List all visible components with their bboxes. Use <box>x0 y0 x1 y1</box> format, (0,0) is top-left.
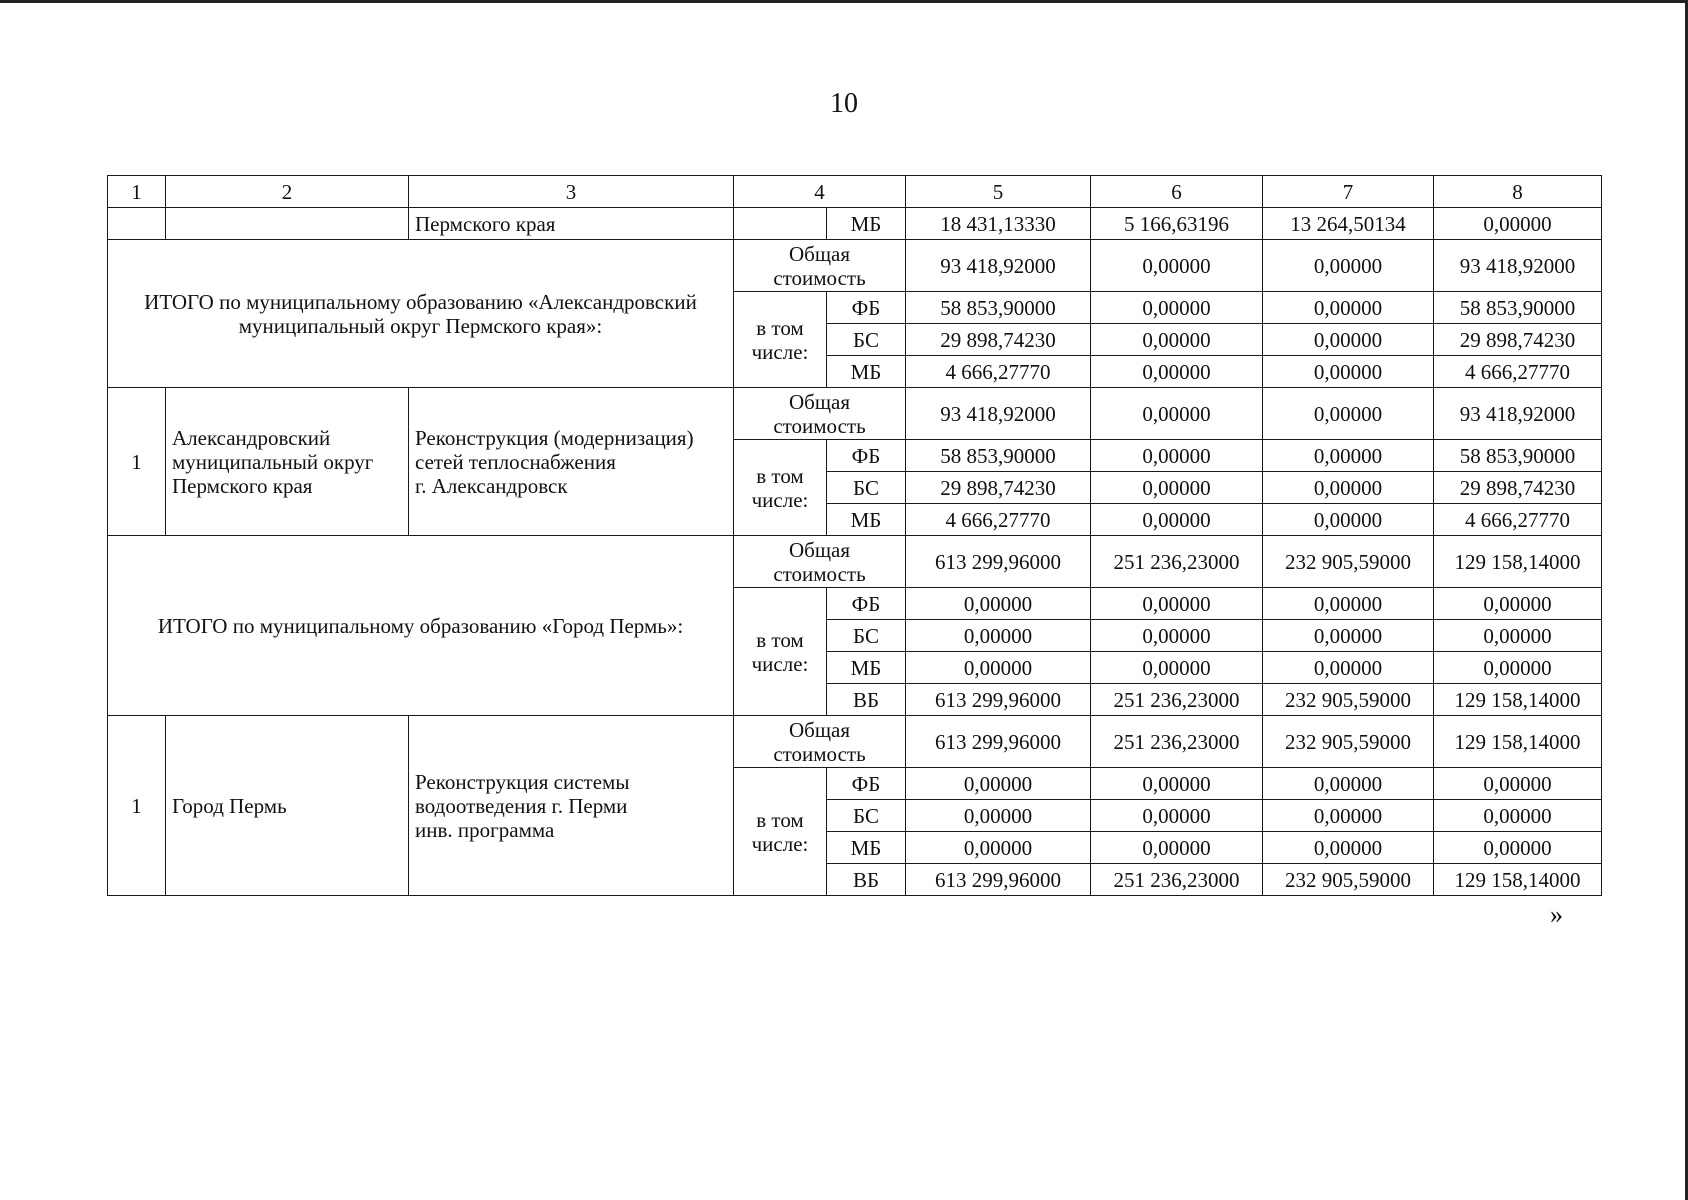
value-cell: 0,00000 <box>906 800 1091 832</box>
value-cell: 58 853,90000 <box>1434 292 1602 324</box>
value-cell: 0,00000 <box>906 832 1091 864</box>
value-cell: 129 158,14000 <box>1434 684 1602 716</box>
value-cell: 0,00000 <box>1434 768 1602 800</box>
funding-source: ФБ <box>827 440 906 472</box>
header-cell: 7 <box>1263 176 1434 208</box>
total-cost-label: Общая стоимость <box>734 716 906 768</box>
value-cell: 0,00000 <box>1091 832 1263 864</box>
value-cell: 0,00000 <box>1091 292 1263 324</box>
value-cell: 0,00000 <box>1263 832 1434 864</box>
header-cell: 2 <box>166 176 409 208</box>
value-cell: 93 418,92000 <box>906 388 1091 440</box>
value-cell: 0,00000 <box>906 588 1091 620</box>
value-cell: 232 905,59000 <box>1263 536 1434 588</box>
value-cell: 5 166,63196 <box>1091 208 1263 240</box>
value-cell: 58 853,90000 <box>906 440 1091 472</box>
object-name: Реконструкция системы водоотведения г. Перми инв. программа <box>409 716 734 896</box>
value-cell: 0,00000 <box>1263 292 1434 324</box>
funding-source: ФБ <box>827 292 906 324</box>
value-cell: 0,00000 <box>1091 620 1263 652</box>
row-number: 1 <box>108 716 166 896</box>
value-cell: 251 236,23000 <box>1091 684 1263 716</box>
value-cell: 0,00000 <box>1434 620 1602 652</box>
funding-source: МБ <box>827 832 906 864</box>
value-cell: 29 898,74230 <box>1434 472 1602 504</box>
value-cell: 0,00000 <box>906 620 1091 652</box>
value-cell: 0,00000 <box>1091 388 1263 440</box>
value-cell: 93 418,92000 <box>906 240 1091 292</box>
value-cell: 0,00000 <box>906 768 1091 800</box>
value-cell: 0,00000 <box>1091 768 1263 800</box>
header-cell: 6 <box>1091 176 1263 208</box>
total-row <box>108 240 1602 292</box>
continuation-row <box>108 208 1602 240</box>
value-cell: 0,00000 <box>1263 620 1434 652</box>
page-number: 10 <box>830 88 858 119</box>
table-header-row <box>108 176 1602 208</box>
value-cell: 93 418,92000 <box>1434 240 1602 292</box>
object-name: Реконструкция (модернизация) сетей теплоснабжения г. Александровск <box>409 388 734 536</box>
value-cell: 58 853,90000 <box>906 292 1091 324</box>
value-cell: 613 299,96000 <box>906 684 1091 716</box>
value-cell: 0,00000 <box>1434 208 1602 240</box>
row-number: 1 <box>108 388 166 536</box>
including-label: в том числе: <box>734 440 827 536</box>
value-cell: 0,00000 <box>1091 324 1263 356</box>
value-cell: 0,00000 <box>1263 588 1434 620</box>
value-cell: 251 236,23000 <box>1091 536 1263 588</box>
value-cell: 29 898,74230 <box>906 472 1091 504</box>
header-cell: 3 <box>409 176 734 208</box>
empty-cell <box>108 208 166 240</box>
funding-source: БС <box>827 324 906 356</box>
funding-source: ФБ <box>827 768 906 800</box>
header-cell: 1 <box>108 176 166 208</box>
value-cell: 13 264,50134 <box>1263 208 1434 240</box>
municipality-name: Город Пермь <box>166 716 409 896</box>
value-cell: 129 158,14000 <box>1434 864 1602 896</box>
value-cell: 0,00000 <box>1434 588 1602 620</box>
object-name-continuation: Пермского края <box>409 208 734 240</box>
municipality-name: Александровский муниципальный округ Пермского края <box>166 388 409 536</box>
item-row <box>108 716 1602 768</box>
value-cell: 251 236,23000 <box>1091 716 1263 768</box>
value-cell: 251 236,23000 <box>1091 864 1263 896</box>
value-cell: 0,00000 <box>1263 800 1434 832</box>
value-cell: 0,00000 <box>1263 324 1434 356</box>
total-cost-label: Общая стоимость <box>734 536 906 588</box>
funding-source: МБ <box>827 652 906 684</box>
value-cell: 0,00000 <box>1434 832 1602 864</box>
value-cell: 0,00000 <box>1091 504 1263 536</box>
including-label: в том числе: <box>734 292 827 388</box>
page-edge-top <box>0 0 1688 3</box>
total-row <box>108 536 1602 588</box>
funding-source: МБ <box>827 504 906 536</box>
value-cell: 0,00000 <box>1091 472 1263 504</box>
value-cell: 29 898,74230 <box>906 324 1091 356</box>
closing-quote: » <box>1550 900 1563 929</box>
funding-source: МБ <box>827 208 906 240</box>
empty-cell <box>734 208 827 240</box>
budget-table-body <box>108 176 1602 896</box>
funding-source: ФБ <box>827 588 906 620</box>
value-cell: 29 898,74230 <box>1434 324 1602 356</box>
value-cell: 93 418,92000 <box>1434 388 1602 440</box>
value-cell: 0,00000 <box>906 652 1091 684</box>
funding-source: ВБ <box>827 864 906 896</box>
value-cell: 0,00000 <box>1263 504 1434 536</box>
empty-cell <box>166 208 409 240</box>
value-cell: 0,00000 <box>1263 652 1434 684</box>
value-cell: 58 853,90000 <box>1434 440 1602 472</box>
value-cell: 613 299,96000 <box>906 536 1091 588</box>
budget-table <box>107 175 1602 896</box>
value-cell: 129 158,14000 <box>1434 536 1602 588</box>
value-cell: 18 431,13330 <box>906 208 1091 240</box>
value-cell: 0,00000 <box>1434 652 1602 684</box>
value-cell: 0,00000 <box>1091 356 1263 388</box>
header-cell: 5 <box>906 176 1091 208</box>
funding-source: БС <box>827 620 906 652</box>
value-cell: 0,00000 <box>1091 240 1263 292</box>
value-cell: 4 666,27770 <box>906 356 1091 388</box>
section-total-title: ИТОГО по муниципальному образованию «Город Пермь»: <box>108 536 734 716</box>
including-label: в том числе: <box>734 588 827 716</box>
value-cell: 4 666,27770 <box>1434 356 1602 388</box>
funding-source: МБ <box>827 356 906 388</box>
value-cell: 613 299,96000 <box>906 716 1091 768</box>
value-cell: 0,00000 <box>1263 388 1434 440</box>
value-cell: 0,00000 <box>1091 800 1263 832</box>
value-cell: 0,00000 <box>1263 472 1434 504</box>
total-cost-label: Общая стоимость <box>734 388 906 440</box>
value-cell: 232 905,59000 <box>1263 684 1434 716</box>
value-cell: 0,00000 <box>1263 768 1434 800</box>
value-cell: 4 666,27770 <box>906 504 1091 536</box>
funding-source: БС <box>827 472 906 504</box>
value-cell: 4 666,27770 <box>1434 504 1602 536</box>
value-cell: 0,00000 <box>1091 652 1263 684</box>
value-cell: 0,00000 <box>1434 800 1602 832</box>
including-label: в том числе: <box>734 768 827 896</box>
header-cell: 8 <box>1434 176 1602 208</box>
value-cell: 0,00000 <box>1263 240 1434 292</box>
value-cell: 0,00000 <box>1263 440 1434 472</box>
value-cell: 232 905,59000 <box>1263 716 1434 768</box>
funding-source: БС <box>827 800 906 832</box>
value-cell: 129 158,14000 <box>1434 716 1602 768</box>
value-cell: 0,00000 <box>1263 356 1434 388</box>
funding-source: ВБ <box>827 684 906 716</box>
value-cell: 0,00000 <box>1091 588 1263 620</box>
header-cell: 4 <box>734 176 906 208</box>
item-row <box>108 388 1602 440</box>
value-cell: 232 905,59000 <box>1263 864 1434 896</box>
total-cost-label: Общая стоимость <box>734 240 906 292</box>
value-cell: 613 299,96000 <box>906 864 1091 896</box>
section-total-title: ИТОГО по муниципальному образованию «Александровский муниципальный округ Пермского края»: <box>108 240 734 388</box>
value-cell: 0,00000 <box>1091 440 1263 472</box>
